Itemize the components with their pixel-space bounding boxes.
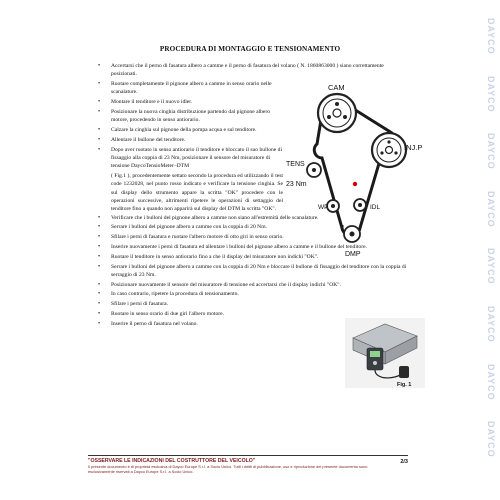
watermark-text: DAYCO: [486, 306, 496, 343]
belt-routing-diagram: [280, 78, 440, 268]
step-text: Serrare i bulloni del pignone albero a camme con la coppia di 20 Nm.: [111, 224, 267, 231]
step-item: [98, 108, 283, 125]
watermark-text: DAYCO: [486, 133, 496, 170]
watermark-text: DAYCO: [486, 421, 496, 458]
step-text: Inserire nuovamente i perni di fasatura ed allentare i bulloni del pignone albero a camme e il bullone del tenditore.: [111, 243, 367, 250]
step-item: [98, 146, 283, 171]
watermark-text: DAYCO: [486, 75, 496, 113]
footer-copyright: Il presente documento è di proprietà esclusiva di Dayco Europe S.r.l. a Socio Unico. Tutti i diritti di pubblicazione, uso e riproduzione del presente documento sono esclusivamente riservati a Dayco Europe S.r.l. a Socio Unico.: [88, 464, 368, 474]
bullet-icon: •: [98, 281, 101, 288]
bullet-icon: •: [98, 99, 101, 106]
step-item: [98, 62, 411, 79]
step-text: Ruotare completamente il pignone albero a camme in senso orario nelle scanalature.: [111, 81, 272, 96]
label-dmp: DMP: [345, 251, 361, 258]
bullet-icon: •: [98, 243, 101, 250]
step-item: [98, 136, 283, 144]
page-footer: [88, 455, 408, 474]
step-text: Allentare il bullone del tenditore.: [111, 136, 186, 143]
tension-meter-photo: [345, 318, 425, 388]
idler-pulley: [354, 199, 366, 211]
watermark-text: DAYCO: [486, 18, 496, 55]
bullet-icon: •: [98, 108, 101, 115]
bullet-icon: •: [98, 320, 101, 327]
watermark-text: DAYCO: [486, 190, 496, 228]
page-number: 2/3: [400, 459, 408, 465]
step-continuation-text: ( Fig.1 ), procedentemente settato secondo la procedura ed utilizzando il test code 1232028, nel punto rosso indicato e verificare la tensione cinghia. Se sul display dello strumento appare la scritta "OK" procedere con le operazioni successive, altrimenti ripetere le operazioni di settaggio del tenditore fino a quando non apparirà sul display del DTM la scritta "OK".: [111, 173, 283, 213]
step-item: [98, 126, 283, 134]
cam-pulley: [318, 94, 356, 132]
step-text: Calzare la cinghia sul pignone della pompa acqua e sul tenditore.: [111, 127, 257, 134]
step-continuation: [98, 172, 283, 213]
watermark-text: DAYCO: [486, 248, 496, 286]
bullet-icon: •: [98, 127, 101, 134]
injection-pump-pulley: [372, 133, 406, 167]
label-injp: INJ.P: [404, 143, 423, 152]
bullet-icon: •: [98, 81, 101, 88]
bullet-icon: •: [98, 146, 101, 153]
step-text: In caso contrario, ripetere la procedura di tensionamento.: [111, 291, 239, 298]
dayco-watermark: [484, 18, 498, 458]
footer-notice: "OSSERVARE LE INDICAZIONI DEL COSTRUTTORE DEL VEICOLO": [88, 458, 256, 464]
measurement-point-marker: [353, 182, 357, 186]
step-item: [98, 290, 411, 298]
label-cam: CAM: [328, 83, 345, 92]
bullet-icon: •: [98, 214, 101, 221]
watermark-text: DAYCO: [486, 363, 496, 401]
label-wp: WP: [318, 204, 329, 211]
step-item: [98, 281, 411, 289]
bullet-icon: •: [98, 136, 101, 143]
step-text: Dopo aver ruotato in senso antiorario il tenditore e bloccato il suo bullone di fissaggio alla coppia di 23 Nm, posizionare il sensore del misuratore di tensione DaycoTensioMeter–DTM: [111, 146, 283, 170]
tensioner-pulley: [307, 163, 321, 177]
page-title: PROCEDURA DI MONTAGGIO E TENSIONAMENTO: [159, 45, 341, 53]
step-text: Montare il tenditore e il nuovo idler.: [111, 99, 193, 106]
figure-caption: Fig. 1: [397, 382, 412, 388]
bullet-icon: •: [98, 253, 101, 260]
step-item: [98, 98, 283, 106]
step-item: [98, 80, 283, 97]
bullet-icon: •: [98, 263, 101, 270]
step-text: Accertarsi che il perno di fasatura albero a camme e il perno di fasatura del volano ( N. 1860863000 ) siano correttamente posizionati.: [111, 63, 384, 78]
bullet-icon: •: [98, 311, 101, 318]
step-text: Posizionare la nuova cinghia distribuzione partendo dal pignone albero motore, procedendo in senso antiorario.: [111, 108, 271, 124]
bullet-icon: •: [98, 234, 101, 241]
bullet-icon: •: [98, 224, 101, 231]
bullet-icon: •: [98, 301, 101, 308]
bullet-icon: •: [98, 291, 101, 298]
label-torque: 23 Nm: [286, 181, 307, 188]
step-text: Posizionare nuovamente il sensore del misuratore di tensione ed accertarsi che il display indichi "OK".: [111, 281, 341, 288]
step-text: Inserire il perno di fasatura nel volano.: [111, 320, 198, 327]
step-text: Ruotare in senso orario di due giri l'albero motore.: [111, 311, 225, 318]
step-item: [98, 300, 411, 308]
step-text: Sfilare i perni di fasatura.: [111, 301, 169, 308]
crankshaft-pulley: [344, 226, 360, 242]
water-pump-pulley: [327, 200, 339, 212]
step-text: Serrare i bulloni del pignone albero a camme con la coppia di 20 Nm e bloccare il bullone di fissaggio del tenditore con la coppia di serraggio di 23 Nm.: [111, 263, 407, 278]
step-text: Verificare che i bulloni del pignone albero a camme non siano all'estremità delle scanalature.: [111, 214, 319, 221]
step-text: Sfilare i perni di fasatura e ruotare l'albero motore di otto giri in senso orario.: [111, 234, 284, 241]
label-tens: TENS: [286, 161, 305, 168]
label-idl: IDL: [370, 204, 381, 211]
bullet-icon: •: [98, 63, 101, 69]
step-text: Ruotare il tenditore in senso antiorario fino a che il display del misuratore non indichi "OK".: [111, 253, 319, 260]
